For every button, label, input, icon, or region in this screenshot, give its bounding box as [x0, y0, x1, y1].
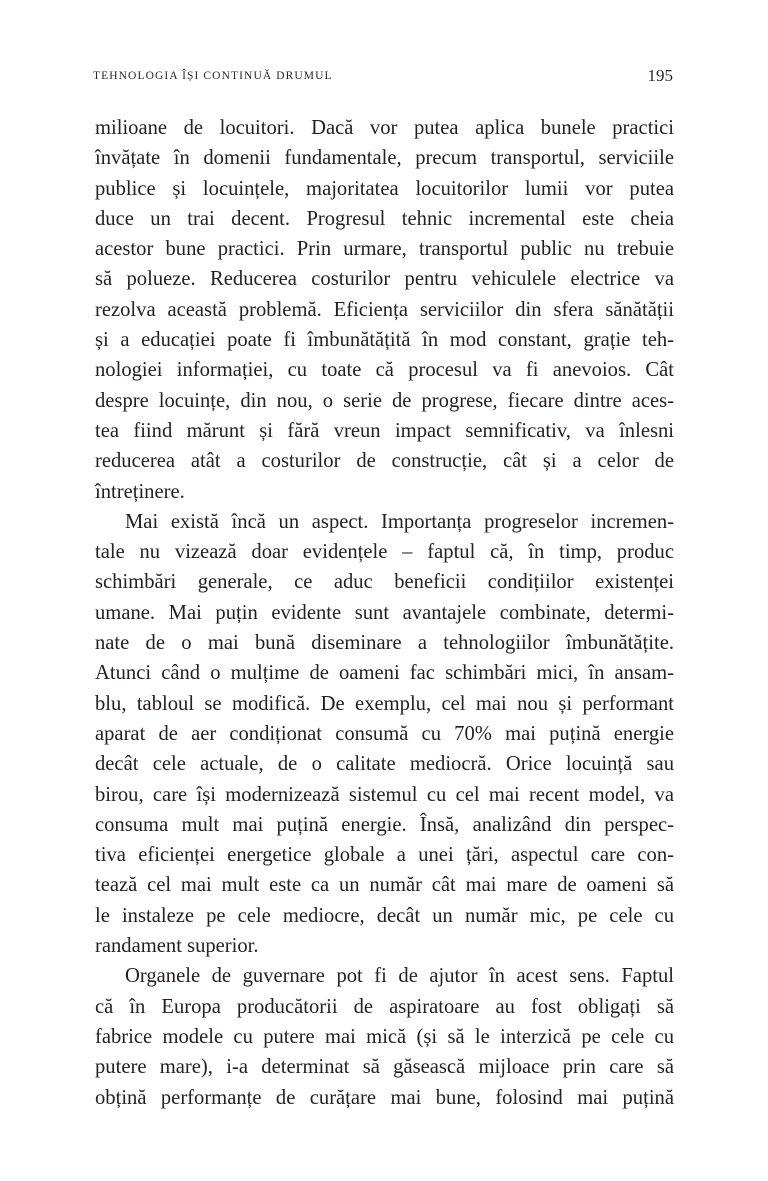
text-line: fabrice modele cu putere mai mică (și să le interzică pe cele cu: [95, 1025, 674, 1048]
text-line: obțină performanțe de curățare mai bune, folosind mai puțină: [95, 1086, 674, 1109]
text-line: întreținere.: [95, 480, 185, 503]
text-line: aparat de aer condiționat consumă cu 70% mai puțină energie: [95, 722, 674, 745]
text-line: milioane de locuitori. Dacă vor putea aplica bunele practici: [95, 117, 674, 139]
text-line: că în Europa producătorii de aspiratoare au fost obligați să: [95, 995, 674, 1018]
running-head: [93, 66, 673, 90]
text-line: schimbări generale, ce aduc beneficii condițiilor existenței: [95, 571, 674, 594]
page-number: 195: [647, 66, 673, 85]
text-line: consuma mult mai puțină energie. Însă, analizând din perspec-: [95, 813, 674, 836]
text-line: tiva eficienței energetice globale a unei țări, aspectul care con-: [95, 844, 674, 867]
paragraph-1: [95, 113, 674, 507]
text-line: duce un trai decent. Progresul tehnic incremental este cheia: [95, 207, 674, 230]
text-line: publice și locuințele, majoritatea locuitorilor lumii vor putea: [95, 177, 674, 200]
text-line: rezolva această problemă. Eficiența serviciilor din sfera sănătății: [95, 298, 674, 321]
text-line: decât cele actuale, de o calitate mediocră. Orice locuință sau: [95, 753, 674, 776]
text-line: Mai există încă un aspect. Importanța progreselor incremen-: [125, 510, 674, 533]
chapter-title: TEHNOLOGIA ÎȘI CONTINUĂ DRUMUL: [93, 70, 333, 82]
paragraph-3: [95, 961, 674, 1112]
text-line: tale nu vizează doar evidențele – faptul că, în timp, produc: [95, 541, 674, 564]
body-text: [95, 113, 674, 1113]
text-line: birou, care își modernizează sistemul cu cel mai recent model, va: [95, 783, 674, 806]
text-line: le instaleze pe cele mediocre, decât un număr mic, pe cele cu: [95, 904, 674, 927]
text-line: Atunci când o mulțime de oameni fac schimbări mici, în ansam-: [95, 662, 674, 685]
text-line: să polueze. Reducerea costurilor pentru vehiculele electrice va: [95, 268, 674, 291]
text-line: putere mare), i-a determinat să găsească mijloace prin care să: [95, 1056, 674, 1079]
paragraph-2: [95, 507, 674, 961]
text-line: învățate în domenii fundamentale, precum transportul, serviciile: [95, 147, 674, 170]
text-line: tează cel mai mult este ca un număr cât mai mare de oameni să: [95, 874, 674, 897]
text-line: tea fiind mărunt și fără vreun impact semnificativ, va înlesni: [95, 419, 674, 442]
text-line: acestor bune practici. Prin urmare, transportul public nu trebuie: [95, 238, 674, 261]
text-line: reducerea atât a costurilor de construcție, cât și a celor de: [95, 450, 674, 473]
text-line: nate de o mai bună diseminare a tehnologiilor îmbunătățite.: [95, 632, 674, 655]
text-line: despre locuințe, din nou, o serie de progrese, fiecare dintre aces-: [95, 389, 674, 412]
text-line: randament superior.: [95, 935, 259, 958]
text-line: și a educației poate fi îmbunătățită în mod constant, grație teh-: [95, 329, 674, 352]
text-line: Organele de guvernare pot fi de ajutor în acest sens. Faptul: [125, 965, 674, 988]
text-line: umane. Mai puțin evidente sunt avantajele combinate, determi-: [95, 601, 674, 624]
text-line: nologiei informației, cu toate că procesul va fi anevoios. Cât: [95, 359, 674, 382]
text-line: blu, tabloul se modifică. De exemplu, cel mai nou și performant: [95, 692, 674, 715]
